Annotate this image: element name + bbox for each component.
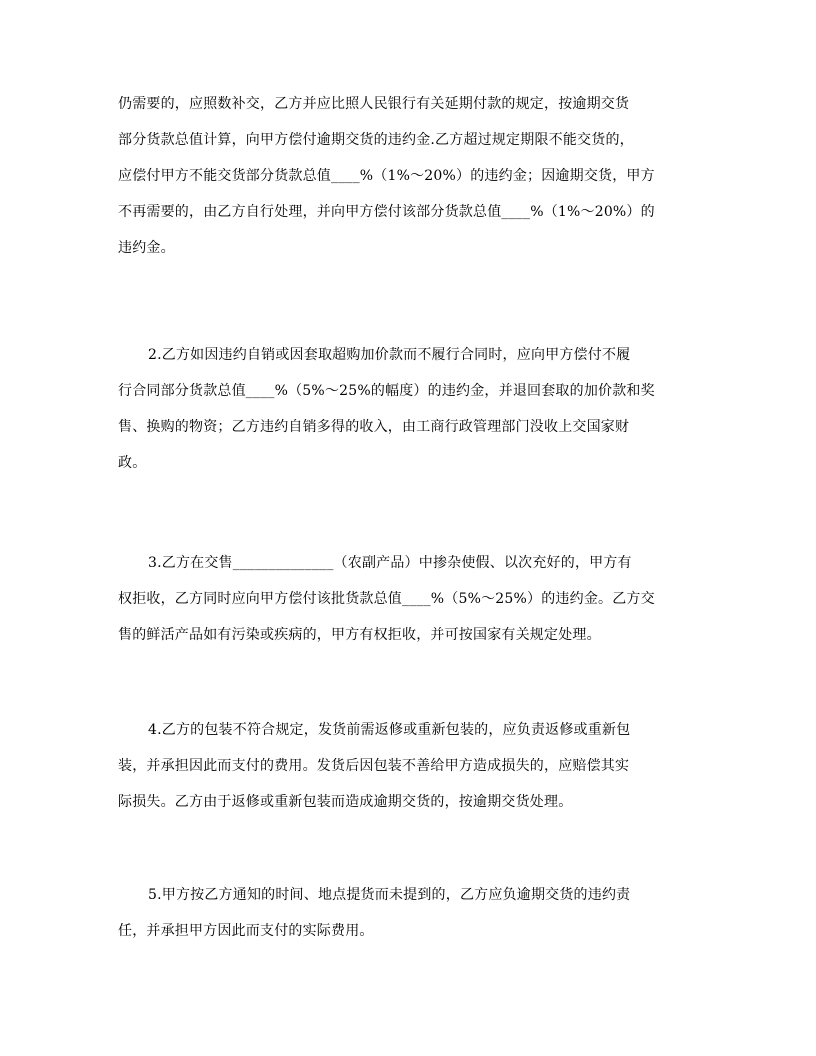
paragraph-line: 任，并承担甲方因此而支付的实际费用。 (118, 923, 374, 939)
paragraph-line: 际损失。乙方由于返修或重新包装而造成逾期交货的，按逾期交货处理。 (118, 794, 573, 810)
paragraph-clause-5 (118, 877, 700, 949)
paragraph-clause-3 (118, 545, 700, 653)
paragraph-line: 违约金。 (118, 240, 175, 256)
paragraph-line: 部分货款总值计算，向甲方偿付逾期交货的违约金.乙方超过规定期限不能交货的， (118, 132, 634, 148)
paragraph-line: 不再需要的，由乙方自行处理，并向甲方偿付该部分货款总值____%（1%～20%）的 (118, 204, 655, 220)
paragraph-line: 售的鲜活产品如有污染或疾病的，甲方有权拒收，并可按国家有关规定处理。 (118, 627, 601, 643)
paragraph-line: 权拒收，乙方同时应向甲方偿付该批货款总值____%（5%～25%）的违约金。乙方交 (118, 591, 655, 607)
paragraph-clause-4 (118, 712, 700, 820)
paragraph-line: 仍需要的，应照数补交，乙方并应比照人民银行有关延期付款的规定，按逾期交货 (118, 96, 630, 112)
paragraph-line: 5.甲方按乙方通知的时间、地点提货而未提到的，乙方应负逾期交货的违约责 (148, 887, 631, 903)
paragraph-line: 3.乙方在交售______________（农副产品）中掺杂使假、以次充好的，甲方有 (148, 555, 632, 571)
paragraph-line: 政。 (118, 455, 147, 471)
paragraph-late-delivery-penalty (118, 86, 700, 266)
paragraph-line: 售、换购的物资；乙方违约自销多得的收入，由工商行政管理部门没收上交国家财 (118, 419, 630, 435)
paragraph-line: 应偿付甲方不能交货部分货款总值____%（1%～20%）的违约金；因逾期交货，甲方 (118, 168, 655, 184)
paragraph-line: 行合同部分货款总值____%（5%～25%的幅度）的违约金，并退回套取的加价款和奖 (118, 383, 655, 399)
paragraph-line: 4.乙方的包装不符合规定，发货前需返修或重新包装的，应负责返修或重新包 (148, 722, 631, 738)
paragraph-clause-2 (118, 337, 700, 481)
paragraph-line: 装，并承担因此而支付的费用。发货后因包装不善给甲方造成损失的，应赔偿其实 (118, 758, 630, 774)
paragraph-line: 2.乙方如因违约自销或因套取超购加价款而不履行合同时，应向甲方偿付不履 (148, 347, 631, 363)
